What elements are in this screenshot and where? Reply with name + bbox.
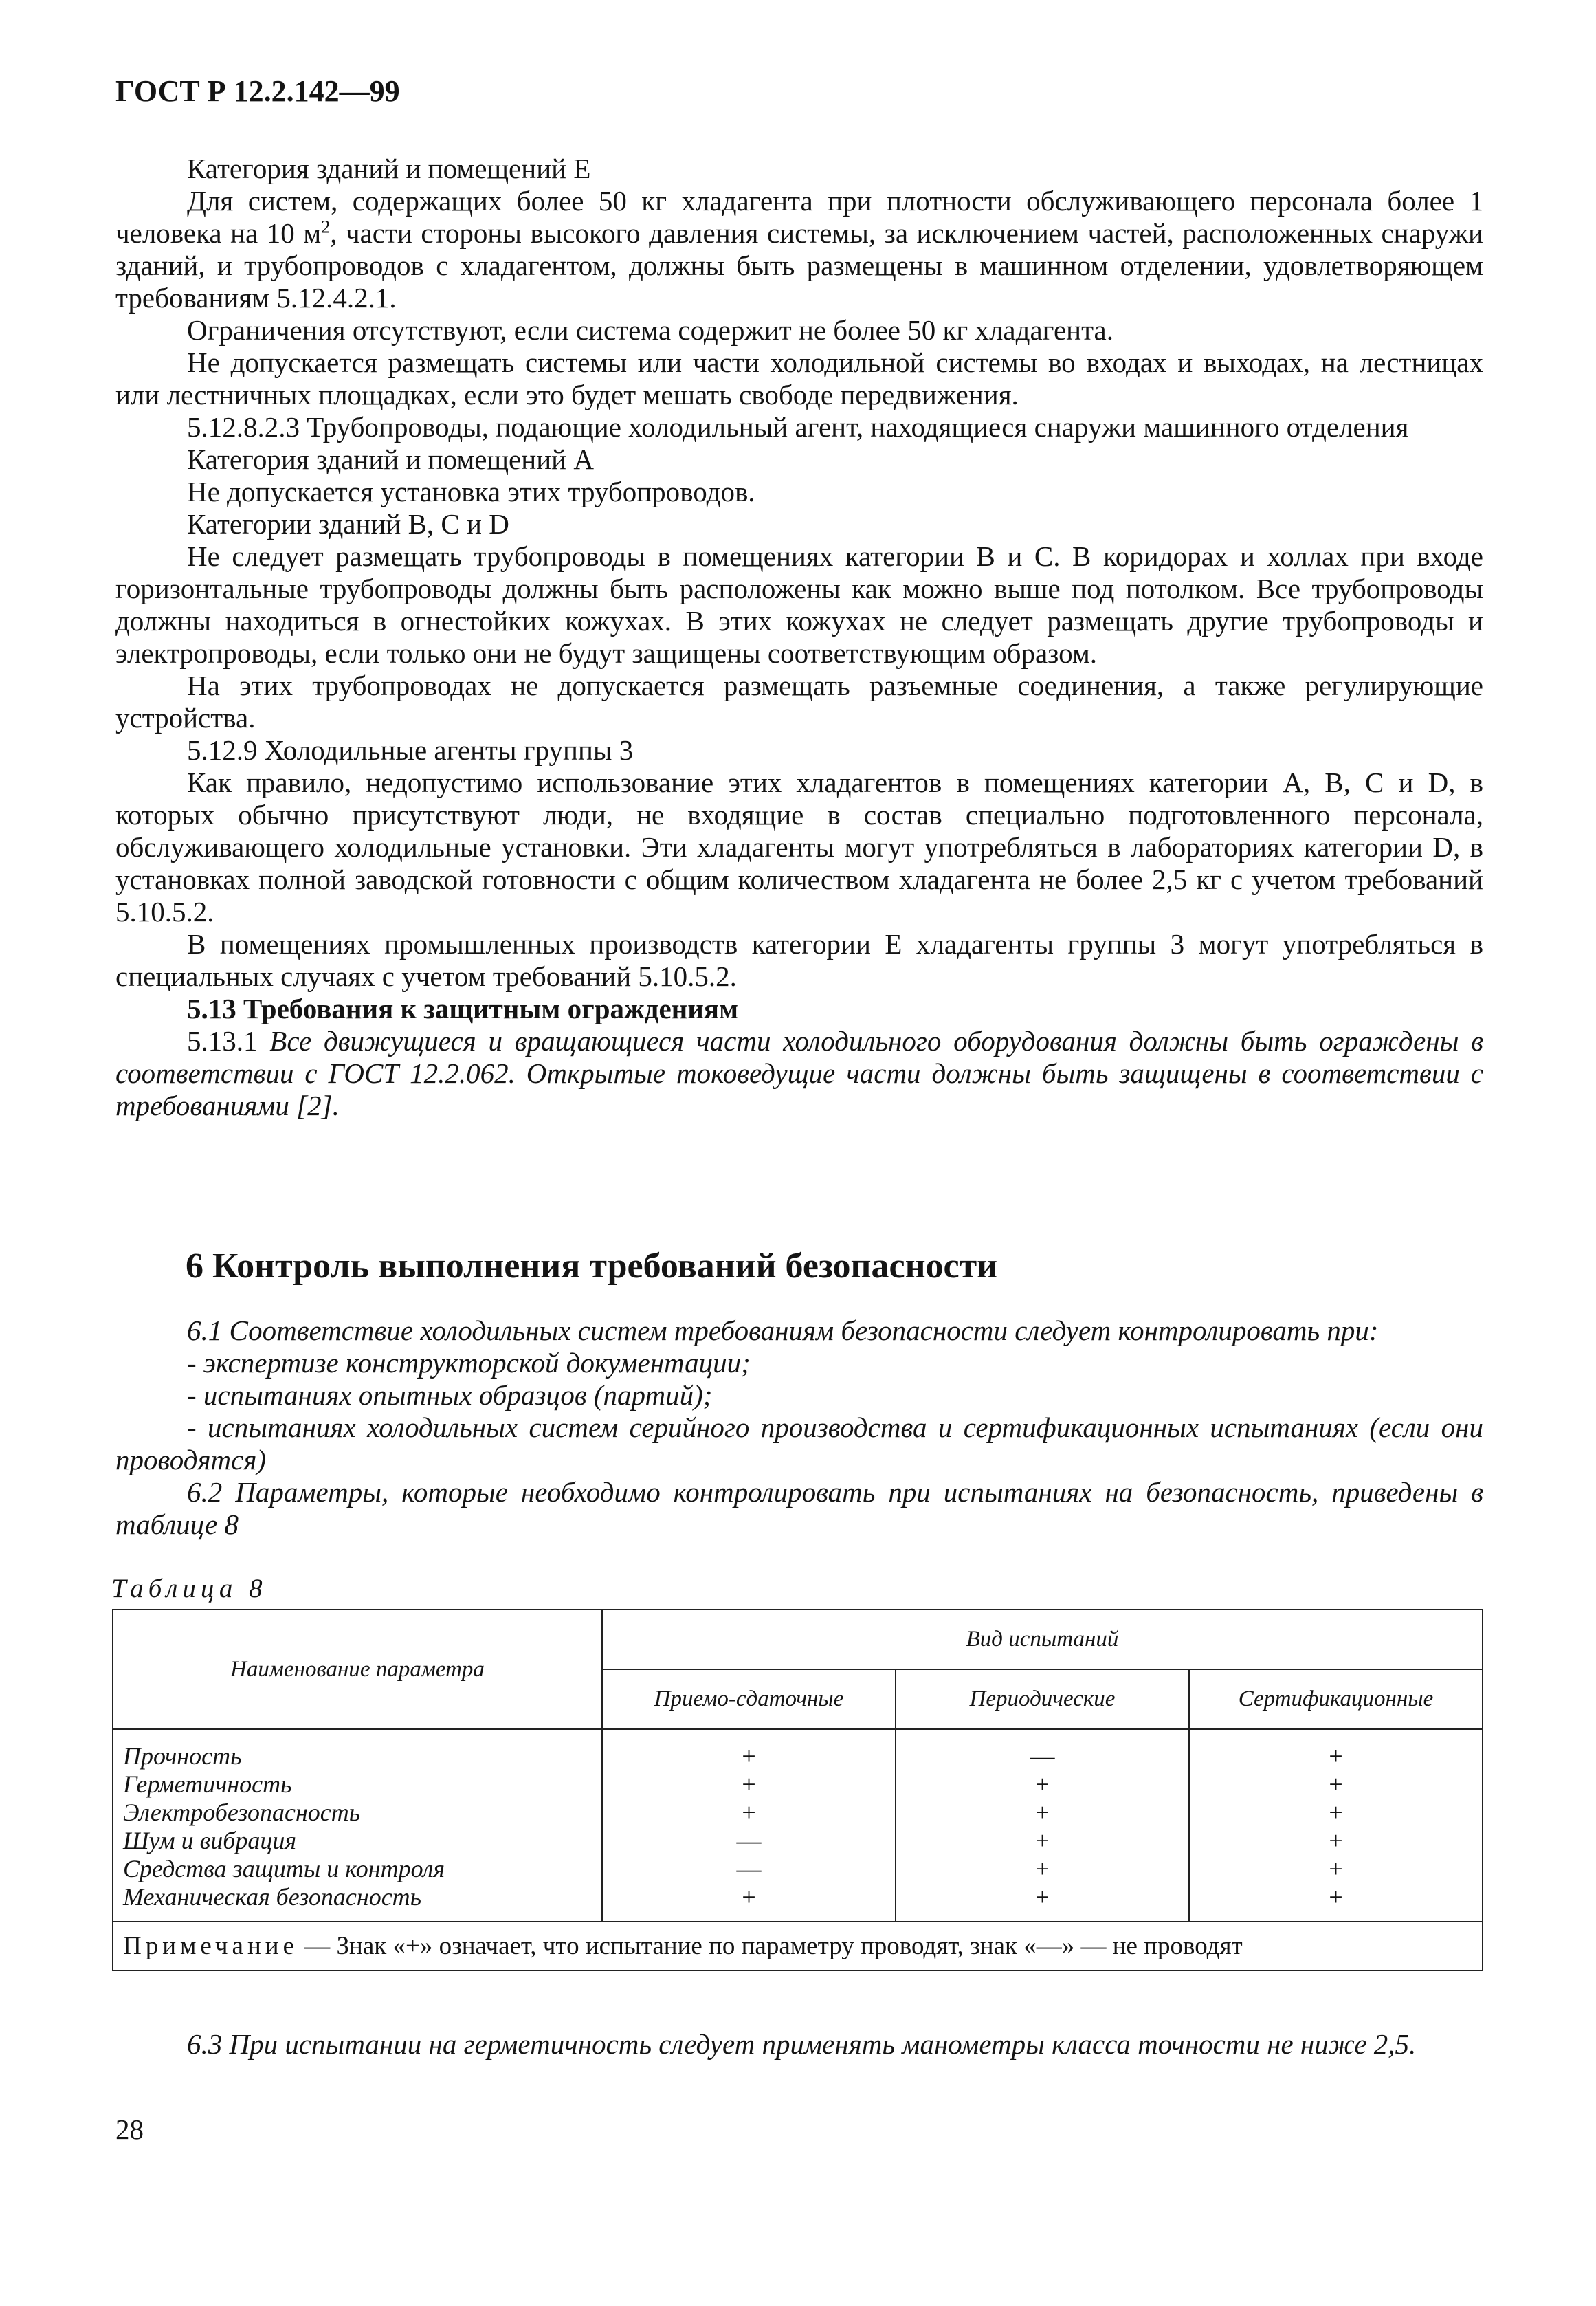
clause-number: 5.13.1 xyxy=(187,1025,270,1057)
param-name: Электробезопасность xyxy=(123,1799,361,1826)
section-title: 6 Контроль выполнения требований безопасности xyxy=(186,1247,998,1286)
value-mark: + xyxy=(1329,1742,1343,1770)
paragraph xyxy=(115,185,1483,314)
value-mark: + xyxy=(1035,1799,1050,1826)
param-name: Механическая безопасность xyxy=(123,1883,422,1911)
superscript: 2 xyxy=(321,217,331,237)
value-mark: + xyxy=(1329,1827,1343,1854)
subsection-heading: 5.13 Требования к защитным ограждениям xyxy=(187,993,739,1024)
param-name: Прочность xyxy=(123,1742,242,1770)
acceptance-values-cell xyxy=(602,1729,896,1922)
paragraph: Ограничения отсутствуют, если система содержит не более 50 кг хладагента. xyxy=(187,314,1113,346)
param-name: Средства защиты и контроля xyxy=(123,1855,445,1882)
value-mark: + xyxy=(1329,1770,1343,1798)
paragraph: Категория зданий и помещений А xyxy=(187,443,594,475)
value-mark: — xyxy=(1030,1742,1055,1770)
column-header: Сертификационные xyxy=(1189,1669,1483,1729)
paragraph: 6.3 При испытании на герметичность следует применять манометры класса точности не ниже 2,5. xyxy=(187,2028,1417,2060)
table-container xyxy=(112,1609,1483,1971)
value-mark: + xyxy=(1035,1883,1050,1911)
paragraph: 5.12.8.2.3 Трубопроводы, подающие холодильный агент, находящиеся снаружи машинного отделения xyxy=(187,411,1409,443)
periodic-values-cell xyxy=(896,1729,1189,1922)
value-mark: + xyxy=(1035,1855,1050,1882)
value-mark: + xyxy=(742,1742,756,1770)
table-note-row xyxy=(113,1922,1483,1970)
table-note xyxy=(113,1922,1483,1970)
list-item: - испытаниях опытных образцов (партий); xyxy=(187,1379,713,1411)
param-names-cell xyxy=(113,1729,602,1922)
paragraph: Не допускается установка этих трубопроводов. xyxy=(187,476,755,507)
list-item: - испытаниях холодильных систем серийного производства и сертификационных испытаниях (если они проводятся) xyxy=(115,1412,1483,1475)
note-label: Примечание xyxy=(123,1932,298,1960)
test-type-header: Вид испытаний xyxy=(602,1610,1483,1669)
paragraph: Категория зданий и помещений Е xyxy=(187,153,591,184)
clause-6-3 xyxy=(115,2028,1483,2061)
text-run: Все движущиеся и вращающиеся части холодильного оборудования должны быть ограждены в соответствии с ГОСТ 12.2.062. Открытые токоведущие части должны быть защищены в соответствии с требованиями [2]. xyxy=(115,1025,1484,1121)
paragraph xyxy=(115,1025,1483,1122)
column-header: Приемо-сдаточные xyxy=(602,1669,896,1729)
value-mark: — xyxy=(736,1855,762,1882)
paragraph: 5.12.9 Холодильные агенты группы 3 xyxy=(187,734,634,766)
table-caption: Таблица 8 xyxy=(111,1574,267,1603)
tests-table xyxy=(112,1609,1483,1971)
paragraph: Как правило, недопустимо использование этих хладагентов в помещениях категории А, В, С и D, в которых обычно присутствуют люди, не входящие в состав специально подготовленного персонала, обслуживающего холодильные установки. Эти хладагенты могут употребляться в лабораториях категории D, в установках полной заводской готовности с общим количеством хладагента не более 2,5 кг с учетом требований 5.10.5.2. xyxy=(115,767,1483,927)
standard-header: ГОСТ Р 12.2.142—99 xyxy=(115,74,400,108)
value-mark: — xyxy=(736,1827,762,1854)
paragraph: Не допускается размещать системы или части холодильной системы во входах и выходах, на лестницах или лестничных площадках, если это будет мешать свободе передвижения. xyxy=(115,347,1483,410)
paragraph: Категории зданий В, С и D xyxy=(187,508,509,540)
table-body-row xyxy=(113,1729,1483,1922)
note-text: — Знак «+» означает, что испытание по параметру проводят, знак «—» — не проводят xyxy=(298,1932,1243,1960)
value-mark: + xyxy=(1035,1770,1050,1798)
value-mark: + xyxy=(1329,1855,1343,1882)
paragraph: В помещениях промышленных производств категории Е хладагенты группы 3 могут употребляться в специальных случаях с учетом требований 5.10.5.2. xyxy=(115,928,1483,992)
column-header: Периодические xyxy=(896,1669,1189,1729)
page-number: 28 xyxy=(115,2113,144,2145)
paragraph: 6.2 Параметры, которые необходимо контролировать при испытаниях на безопасность, приведены в таблице 8 xyxy=(115,1476,1483,1540)
certification-values-cell xyxy=(1189,1729,1483,1922)
value-mark: + xyxy=(1035,1827,1050,1854)
value-mark: + xyxy=(1329,1883,1343,1911)
value-mark: + xyxy=(742,1883,756,1911)
param-column-header: Наименование параметра xyxy=(113,1610,602,1729)
value-mark: + xyxy=(742,1770,756,1798)
param-name: Герметичность xyxy=(123,1770,292,1798)
value-mark: + xyxy=(742,1799,756,1826)
text-run: , части стороны высокого давления системы, за исключением частей, расположенных снаружи зданий, и трубопроводов с хладагентом, должны быть размещены в машинном отделении, удовлетворяющем требованиям 5.12.4.2.1. xyxy=(115,217,1483,314)
main-text xyxy=(115,153,1483,1122)
section-6-text xyxy=(115,1315,1483,1541)
paragraph: Не следует размещать трубопроводы в помещениях категории В и С. В коридорах и холлах при входе горизонтальные трубопроводы должны быть расположены как можно выше под потолком. Все трубопроводы должны находиться в огнестойких кожухах. В этих кожухах не следует размещать другие трубопроводы и электропроводы, если только они не будут защищены соответствующим образом. xyxy=(115,540,1483,669)
paragraph: На этих трубопроводах не допускается размещать разъемные соединения, а также регулирующие устройства. xyxy=(115,670,1483,734)
param-name: Шум и вибрация xyxy=(123,1827,297,1854)
list-item: - экспертизе конструкторской документации; xyxy=(187,1347,751,1379)
paragraph: 6.1 Соответствие холодильных систем требованиям безопасности следует контролировать при: xyxy=(187,1315,1379,1346)
text-run: Для систем, содержащих более 50 кг хладагента при плотности обслуживающего персонала более 1 человека на 10 м xyxy=(115,185,1483,249)
value-mark: + xyxy=(1329,1799,1343,1826)
